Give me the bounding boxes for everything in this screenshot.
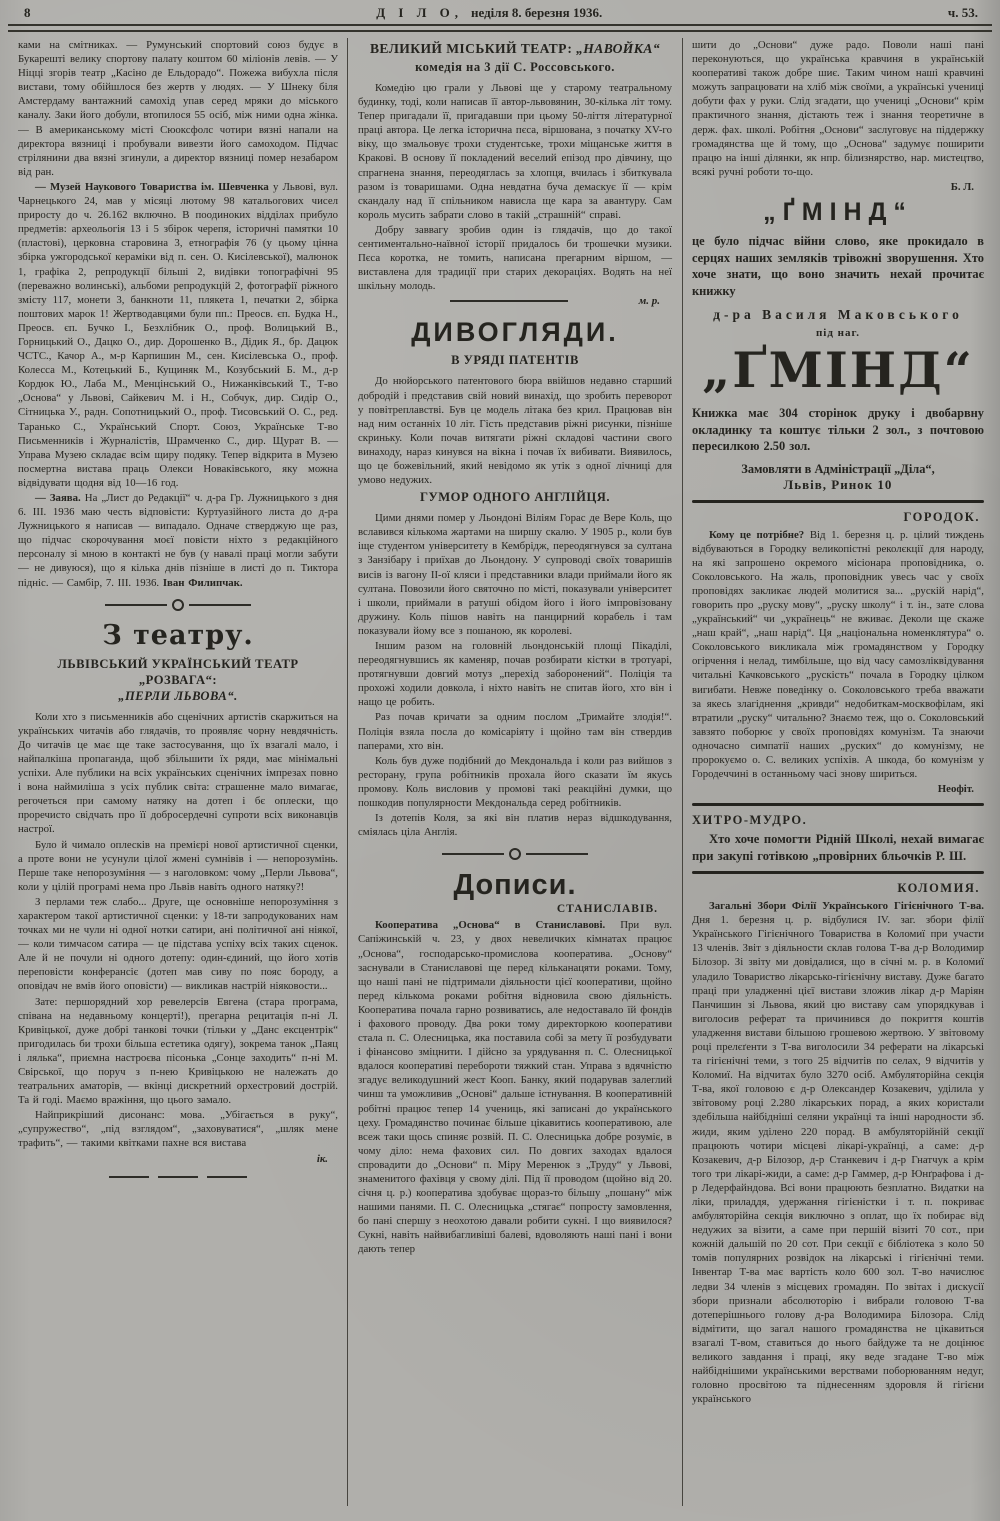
ornament-divider xyxy=(18,599,338,611)
navoika-title-text: ВЕЛИКИЙ МІСЬКИЙ ТЕАТР: xyxy=(369,41,573,56)
museum-item xyxy=(18,180,338,490)
section-rule xyxy=(692,500,984,503)
gmind-book-ad xyxy=(692,198,984,493)
ad-under-title-label: під наг. xyxy=(815,327,861,340)
theatre-paragraph: Найприкріший дисонанс: мова. „Убігається в руку“, „супружество“, „під взглядом“, „заховуватися“, „шляк мене трафить“, — такими квітками пахне вся вистава xyxy=(18,1109,338,1150)
ad-heading: „ҐМІНД“ xyxy=(763,197,913,226)
short-rule xyxy=(450,300,568,302)
khytro-mudro-text: Хто хоче помогти Рідній Школі, нехай вимагає при закупі готівкою „провірних бльочків Р. Ш. xyxy=(692,832,984,863)
issue-number: ч. 53. xyxy=(947,5,978,20)
dyvohliady-section-title: ДИВОГЛЯДИ. xyxy=(411,317,619,348)
theatre-signature: ік. xyxy=(316,1152,328,1165)
museum-item-text: у Львові, вул. Чарнецького 24, мав у місяці лютому 98 катальогових чисел приросту до ч. 26.162 включно. В поодиноких відділах прибуло предметів: археольогія 13 і 5 збірок черепя, історичні памятки 10 (пластові), церковна старовина 3, етнографія 76 (у цьому цінна збірка ужгородської кераміки від п. сен. О. Кисілевської), малюнок 1, графіка 2, репродукції більші 2, видівки топографічні 95 (переважно волинські), альбоми репродукцій 2, фотографії ріжного змісту 117, монети 3, банкноти 11, плякета 1, печатки 2, збірка поштових марок 1! Жертводавцями були пп.: Преосв. єп. Будка Н., Преосв. єп. Бучко І., Безхлібник О., проф. Волицький В., Горницький О., Дацко О., дир. Дорошенко В., Дідик Я., бр. Дацюк ЧСТС., Качор А., м-р Карпишин М., сен. Кисілевська О., проф. Колесса М., Котецький Б., Кущиняк М., Козубський Б. М., д-р Кордюк Ю., Лаба М., Менцінський О., Нижанківський Т., Т-во „Основа“ у Львові, Сайкевич М. і Н., Собчук, дир. Сидір О., Сітницька У., радн. Сопотницький О., проф. Тисовський О. С., ред. Таранько С., Український Спорт. Союз, Українське Т-во Письменників і Журналістів, Шрамченко С., дир. Щурат В. — Управа Музею складає всім щиру подяку. Тепер відкрита в Музею посмертна вистава праць Олекси Новаківського, яку можна відвідувати щодня від 10—16 год. xyxy=(18,180,338,489)
column-2 xyxy=(347,38,683,1506)
kolomyia-text: Дня 1. березня ц. р. відбулися IV. заг. збори філії Українського Гігієнічного Товариства в Коломиї при участи 13 членів. Звіт з діяльности склав голова Т-ва д-р Володимир Білозор. Зі звіту ми довідалися, що в січні м. р. в Коломиї уладило Товариство лікарсько-гігієнічну виставу. Дуже багато праці при уладженні цієї вистави зложив лікар д-р Маріян Панчишин зі Львова, який цю виставу сам упорядкував і виголосив реферат та причинився до покриття коштів уладження вистави більшою грошевою жертвою. У звітовому році прелєґенти з Т-ва виголосили 34 реферати на лікарські та гігієнічні теми, з того 25 відчитів по селах, 9 відчитів у Коломиї. На відчитах було 3270 осіб. Амбуляторійна секція Т-ва, якої головою є д-р Олександер Козакевич, уділила у звітовому році 2.280 лікарських порад, а яких користали здебільша найбідніші селяни українці та інші народности зб. жиди, яким уділено 220 порад. В амбуляторійній секції працюють чотири місцеві лікарі-українці, а саме: д-р Козакевич, д-р Білозор, д-р Станкевич і д-р Гнатчук а крім того три лікарі-жиди, а саме: д-р Гаммер, д-р Юнґрафова і д-р Ледерфайндова. Всі вони працюють безплатно. Видатки на ліки, приладдя, удержання гігієністки і т. п. покриває амбуляторійна секція виключно з оплат, що їх побирає від недужих за візити, а саме при першій візиті 70 сот., при кожній дальшій по 20 сот. При секції є бібліотека з коло 50 томів популярних розвідок на лікарські і гігієнічні теми. Інвентар Т-ва має вартість коло 600 зол. Т-во начислює ледви 34 членів з місцевих громадян. По звітах і дискусії збори признали абсолюторію і вибрали головою Т-ва дотеперішнього голову д-ра Володимира Білозора. Слід відмітити, що загал нашого громадянства не цікавиться взагалі Т-вом, ставиться до нього байдуже та не доцінює великого завдання і праці, яку веде згадане Т-во між найбіднішими українськими верствами поборюванням недуг, головно просвітою та піднесенням здоровля й гігієни українського xyxy=(692,914,984,1406)
horodok-item xyxy=(692,528,984,782)
navoika-subtitle: комедія на 3 дії С. Россовського. xyxy=(415,60,615,74)
zayava-item xyxy=(18,491,338,590)
theatre-paragraph: Було й чимало оплесків на премієрі нової артистичної сценки, а проте вони не усунули цілої жмені сумнівів і — непорозумінь. Перше таке непорозуміння — з наголовком: чому „Перли Львова“, коли у цілій програмі нема про Львів навіть одного натяку?! xyxy=(18,838,338,893)
horodok-header: ГОРОДОК. xyxy=(903,509,980,524)
dyvohliady-paragraph: Раз почав кричати за одним послом „Тримайте злодія!“. Поліція взяла посла до комісаріяту і щойно там він ствердив паперами, хто він. xyxy=(358,711,672,752)
dyvohliady-sub2: ГУМОР ОДНОГО АНГЛІЙЦЯ. xyxy=(420,490,610,505)
theatre-subtitle-line1: ЛЬВІВСЬКИЙ УКРАЇНСЬКИЙ ТЕАТР „РОЗВАГА“: xyxy=(57,656,299,687)
masthead-date: неділя 8. березня 1936. xyxy=(471,5,603,20)
header-rule xyxy=(8,24,992,32)
osnova-continuation: шити до „Основи“ дуже радо. Поволи наші пані переконуються, що українська кравчиня в українській кооперативі також добре шиє. Таким чином наші кравчині можуть запрацювати на хліб між своїми, а українські учениці добути фах у руки. Слід згадати, що учениці „Основи“ крім практичного знання, дістають теж і знання теоретичне в держ. фах. школі. Робітня „Основи“ заслуговує на піддержку громадянства ще й тому, що „Основа“ задумує поширити працю на інші ділянки, як нпр. білизнярство, нар. мистецтво, всякі ручні роботи то-що. xyxy=(692,39,984,178)
dyvohliady-sub1: В УРЯДІ ПАТЕНТІВ xyxy=(451,353,579,368)
khytro-mudro-section xyxy=(692,813,984,864)
column-1 xyxy=(18,38,347,1506)
ad-author: д-ра Василя Маковського xyxy=(713,307,963,323)
page-header xyxy=(0,0,1000,23)
columns xyxy=(0,32,1000,1506)
dyvohliady-paragraph: Із дотепів Коля, за які він платив нераз відшкодування, сміялась ціла Англія. xyxy=(358,812,672,839)
ad-order-line1: Замовляти в Адміністрації „Діла“, xyxy=(741,461,935,476)
osnova-signature: Б. Л. xyxy=(950,180,974,193)
kolomyia-lead: Загальні Збори Філії Українського Гігієнічного Т-ва. xyxy=(709,900,984,913)
horodok-text: Від 1. березня ц. р. цілий тиждень відбуваються в Городку великопістні реколєкції для народу, на які запрошено окремого місіонара проповідника, о. Соколовського. На жаль, проповідник увесь час у своїх проповідях закликає людей молитися за... „рускій нарід“, говорить про „руску мову“, „руску школу“ і т. ін., зате слова „український“ чи „українець“ не вживає. Деколи ще скаже „наш край“, „наш нарід“. Ця „національна номенклятура“ о. Соколовського викликала між громадянством у Городку огірчення і нелад, тимбільше, що від часу самозліквідування читальні Качковського „рускість“ почала в Городку цілком вигибати. Невже поведінку о. Соколовського треба вважати за якесь злагіднення „кривди“ недобиткам-москвофілам, які втратили „руску“ читальню? Знаємо теж, що о. Соколовський завзято поборює у своїх проповідях комунізм. Та знаючи одночасно симпатії наших „руских“ до комунізму, не пророкуємо о. С. великих успіхів. А шкода, бо комунізм у Городеччині в останньому часі знову шириться. xyxy=(692,528,985,781)
theatre-subtitle xyxy=(18,656,338,704)
horodok-signature: Неофіт. xyxy=(937,783,974,796)
ad-book-title: „ҐМІНД“ xyxy=(702,341,974,400)
zayava-lead: — Заява. xyxy=(35,492,81,504)
dopysy-text: При вул. Сапіжинській ч. 23, у двох невеличких кімнатах працює „Основа“, господарсько-промислова кооператива. „Основу“ заснували в Станиславові ще перед кільканацяти роками. Тому, що наші пані не підтримали діяльности цієї кооперативи, щойно перед кількома роками робітня відновила свою діяльність. Кооператива почала гарно розвиватись, але недоставало їй фондів і фахового проводу. Два роки тому директоркою кооперативи стала п. С. Олесницька, яка поставила собі за мету її розбудувати і фінансово зміцнити. І дійсно за урядування п. С. Олесницької вдалося кооперативі перебороти тяжкий стан. Управа з вдячністю згадує великодушний жест Кооп. Банку, який подарував залеглий чинш та уможливив „Основі“ дальше істнування. В кооперативній робітні працює тепер 14 учениць, які записані до українського цеху. Громадянство починає більше цікавитись кооперативою, але всеж таки щось спиняє розвій. П. С. Олесницька добре розуміє, в чому діло: нема фахових сил. По довгих заходах вдалося спровадити до „Основи“ п. Міру Меренюк з „Труду“ у Львові, знаменитого фахівця у свому ділі. Під її проводом (щойно від 20. січня ц. р.) кооператива здобуває щораз-то більшу „пошану“ між нашими панями. П. С. Олесницька „стягає“ попросту замовлення, бо пані спершу з неохотою давали робити сукні. І що виявилося? Сукні, навіть найвибагливіші балеві, вдоволяють наші пані і вони дають тепер xyxy=(358,919,672,1256)
column-3 xyxy=(683,38,993,1506)
dopysy-item xyxy=(358,918,672,1256)
dopysy-lead: Кооператива „Основа“ в Станиславові. xyxy=(375,919,606,932)
dyvohliady-paragraph: Цими днями помер у Льондоні Віліям Горас де Вере Коль, що вславився кількома жартами на ширшу скалю. У 1905 р., коли був іще студентом університету в Кембрідж, переодягнувся за султана з Занзібару і приїхав до Льондону. У супроводі своїх товаришів висів із вагону II-ої кляси і представники влади приймали його як султана. Повозили його святочно по місті, показували університет і школи, приймали в ратуші обідом його і його імпровізовану дружину. Коль пішов навіть на панцирний корабель і там показували йому все з пошаною, як королеві. xyxy=(358,512,672,637)
masthead-title: Д І Л О, xyxy=(376,5,463,20)
navoika-title-name: „НАВОЙКА“ xyxy=(576,41,661,56)
signature-rule-row xyxy=(358,295,672,307)
navoika-title xyxy=(358,40,672,57)
theatre-subtitle-line2: „ПЕРЛИ ЛЬВОВА“. xyxy=(118,688,238,703)
navoika-paragraph: Добру заввагу зробив один із глядачів, що до такої сентиментально-наївної історії придалось би трошечки музики. Пєса коротка, не томить, написана прегарним віршом, — виставлена для традиції при старих декораціях. Водять на неї шкільну молодь. xyxy=(358,223,672,293)
horodok-lead: Кому це потрібне? xyxy=(709,528,805,541)
dopysy-section-title: Дописи. xyxy=(453,869,577,902)
ad-order-line2: Львів, Ринок 10 xyxy=(783,476,893,492)
kolomyia-item xyxy=(692,899,984,1406)
theatre-section-title: З театру. xyxy=(102,619,254,651)
ornament-divider xyxy=(358,848,672,860)
dyvohliady-paragraph: Іншим разом на головній льондонській площі Пікаділі, переодягнувшись як каменяр, почав розбирати кістки в тротуарі, протягнувши довгий мотуз „перехід заборонений“. Поліція та прохожі ходили довкола, і ніхто навіть не спитав його, хто він і нащо це робить. xyxy=(358,640,672,709)
section-rule xyxy=(692,871,984,874)
zayava-text: На „Лист до Редакції“ ч. д-ра Гр. Лужницького з дня 6. III. 1936 маю честь відповісти: Куртуазійного листа до д-ра Лужницького я написав — випадало. Одначе стверджую ще раз, що підчас скорочування моєї повісти ніхто з редакційного персоналу зі мною в контакті не був (у навалі праці могли забути — не дивуюся), що я кілька днів пізніше в листі до п. Тиктора підніс. — Самбір, 7. III. 1936. xyxy=(18,492,338,589)
dopysy-dateline: СТАНИСЛАВІВ. xyxy=(556,903,658,916)
zayava-signature: Іван Филипчак. xyxy=(162,576,243,589)
theatre-paragraph: З перлами теж слабо... Друге, ще основніше непорозуміння з характером такої артистичної сценки: у 18-ти запродукованих нам точках ми не чули ні одної нотки сатири, ані політичної ані ніякої, — коли тимчасом сатира — це підстава успіху всіх таких сценок. Але й не почули ні одного дотепу: один-єдиний, що його хотів переповісти конферансіє (дотеп мав сиву по пояс бороду, а оповідач не вмів його оповісти) — викликав настрій ніяковости... xyxy=(18,895,338,993)
ad-intro: це було підчас війни слово, яке прокидало в серцях наших земляків трівожні зворушення. Хто хоче знати, що воно значить нехай прочитає книжку xyxy=(692,233,984,298)
kolomyia-header: КОЛОМИЯ. xyxy=(897,881,980,896)
news-briefs: ками на смітниках. — Румунський спортовий союз будує в Букарешті велику спортову палату коштом 60 міліонів левів. — У Ніцці згорів театр „Касіно де Ельдорадо“. Пожежа вибухла після вистави, тому обійшлося без жертв у людях. — У Шнеку біля Амстердаму вантажний самохід упав серед мряки до міського каналу. Заки його добули, втопилося 55 осіб, між ними одна жінка. — В американському місті Сюоксфолс чотири вязні напали на директора вязниці і пробували вивезти його самоходом. Підчас стрілянини два вязні згинули, а директор вязниці помер незабаром від ран. xyxy=(18,39,338,178)
navoika-paragraph: Комедію цю грали у Львові ще у старому театральному будинку, тоді, коли написав її автор-львовянин, 30-кілька літ тому. Тепер пригадали її, пригадавши при цьому 50-ліття літературної праці автора. Це легка історична пєса, віршована, з початку XV-го віку, що змальовує трохи студентське, трохи міщанське життя в Кракові. В основу її покладений веселий епізод про дівчину, що спрагнена знання, переодяглась за хлопця, вчилась і збиткувала разом із товаришами. Одна невдатна буча демаскує її — крім скандалу над її спільником нависла ще кара за авантуру. Сам король мусить забрати слово в такій „страшній“ справі. xyxy=(358,82,672,221)
section-rule xyxy=(692,803,984,806)
dash-divider xyxy=(18,1176,338,1178)
theatre-paragraph: Коли хто з письменників або сценічних артистів скаржиться на українських читачів або глядачів, то проявляє чорну невдячність. До читачів це має ще таке застосування, що їх взагалі мало, і найпалкіша пропаганда, щоб збільшити їх ряди, має мінімальні успіхи. Але публики на всіх українських сценічних імпрезах повно і вона наймиліша з усіх публик світа: страшенне мало вимагає, регочеться при самому натяку на дотеп і бє оплески, що проречисто свідчать про її добросердечні супроти всіх виконавців настрої. xyxy=(18,710,338,836)
dyvohliady-paragraph: Коль був дуже подібний до Мекдональда і коли раз вийшов з ресторану, група робітників прохала його сказати їм якусь промову. Коль висловив у промові такі реакційні думки, що пошкодив популярности Мекдональда серед робітників. xyxy=(358,754,672,810)
theatre-paragraph: Зате: першорядний хор ревелерсів Евгена (стара програма, співана на недавньому концерті!), прегарна рецитація п-ні Л. Кривіцької, дуже добрі танкові точки (тільки у „Данс ексцентрік“ пригодилась би трохи більша естетика одягу), зокрема танок „Паяц і лялька“, приємна настроєва пісонька „Сонце заходить“ п-ні М. Свірської, що поруч з п-нею Кривіцькою не належать до театральних аматорів, — вкінці дискретний орхестровий дострій. Та й годі. Маємо вражіння, що цього замало. xyxy=(18,995,338,1107)
masthead xyxy=(376,5,602,21)
khytro-mudro-header: ХИТРО-МУДРО. xyxy=(692,813,808,828)
page-number: 8 xyxy=(24,5,31,20)
ad-details: Книжка має 304 сторінок друку і двобарвну окладинку та коштує тільки 2 зол., з почтовою пересилкою 2.50 зол. xyxy=(692,406,984,454)
museum-item-lead: — Музей Наукового Товариства ім. Шевченка xyxy=(35,180,269,193)
navoika-signature: м. р. xyxy=(638,295,660,308)
dyvohliady-paragraph: До нюйорського патентового бюра ввійшов недавно старший добродій і представив свій новий винахід, що зробить переворот у повітреплавстві. Був це модель літака без крил. Працював він над ним останніх 10 літ. Гість представив ріжні рисунки, пізніше скриньку. Коли почав витягати ріжні складові частини свого винаходу, нараз кинувся на вікна і почав їх вибивати. Виявилось, що це божевільний, який невідомо як утік з одної лічниці для умово недужих. xyxy=(358,375,672,487)
